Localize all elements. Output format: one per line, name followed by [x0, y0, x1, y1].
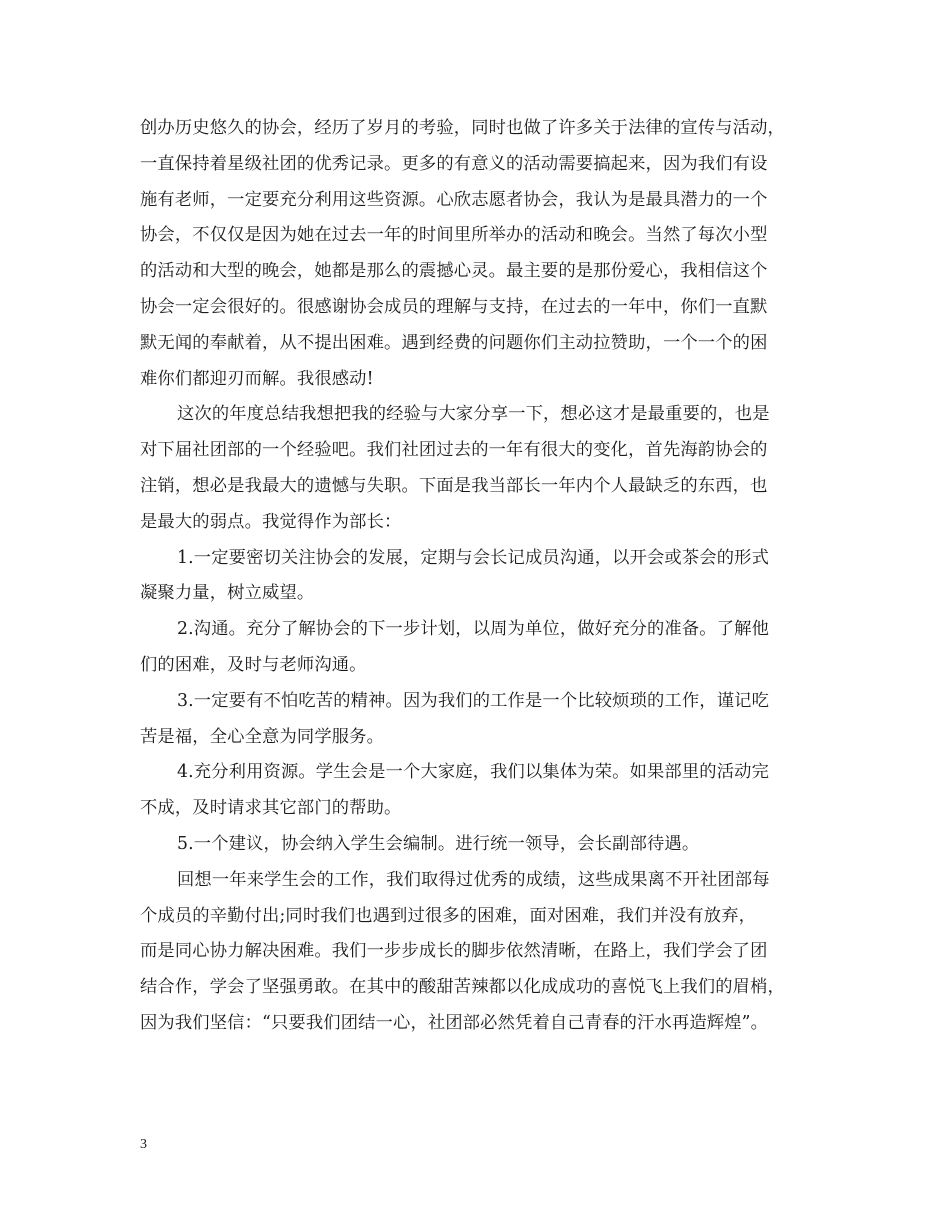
text-line: 创办历史悠久的协会，经历了岁月的考验，同时也做了许多关于法律的宣传与活动， — [140, 118, 785, 138]
text-line: 结合作，学会了坚强勇敢。在其中的酸甜苦辣都以化成成功的喜悦飞上我们的眉梢， — [140, 977, 785, 998]
text-line: 一直保持着星级社团的优秀记录。更多的有意义的活动需要搞起来，因为我们有设 — [140, 153, 768, 174]
text-line: 默无闻的奉献着，从不提出困难。遇到经费的问题你们主动拉赞助，一个一个的困 — [140, 332, 768, 353]
text-line: 们的困难，及时与老师沟通。 — [140, 654, 367, 675]
text-line: 注销，想必是我最大的遗憾与失职。下面是我当部长一年内个人最缺乏的东西，也 — [140, 475, 768, 496]
paragraph-first-line: 这次的年度总结我想把我的经验与大家分享一下，想必这才是最重要的，也是 — [177, 404, 770, 425]
list-item-2: 2.沟通。充分了解协会的下一步计划，以周为单位，做好充分的准备。了解他 — [177, 619, 770, 640]
text-line: 不成，及时请求其它部门的帮助。 — [140, 798, 402, 819]
text-line: 协会一定会很好的。很感谢协会成员的理解与支持，在过去的一年中，你们一直默 — [140, 296, 768, 317]
text-line: 的活动和大型的晚会，她都是那么的震撼心灵。最主要的是那份爱心，我相信这个 — [140, 261, 768, 282]
text-line: 个成员的辛勤付出;同时我们也遇到过很多的困难，面对困难，我们并没有放弃， — [140, 905, 757, 926]
text-line: 是最大的弱点。我觉得作为部长： — [140, 511, 402, 532]
list-item-3: 3.一定要有不怕吃苦的精神。因为我们的工作是一个比较烦琐的工作，谨记吃 — [177, 690, 770, 711]
text-line: 协会，不仅仅是因为她在过去一年的时间里所举办的活动和晚会。当然了每次小型 — [140, 225, 768, 246]
text-line: 凝聚力量，树立威望。 — [140, 583, 315, 604]
text-line: 而是同心协力解决困难。我们一步步成长的脚步依然清晰，在路上，我们学会了团 — [140, 941, 768, 962]
page-number: 3 — [140, 1137, 147, 1152]
list-item-4: 4.充分利用资源。学生会是一个大家庭，我们以集体为荣。如果部里的活动完 — [177, 762, 770, 783]
list-item-5: 5.一个建议，协会纳入学生会编制。进行统一领导，会长副部待遇。 — [177, 833, 700, 854]
text-line: 苦是福，全心全意为同学服务。 — [140, 726, 385, 747]
document-body — [140, 111, 816, 1042]
list-item-1: 1.一定要密切关注协会的发展，定期与会长记成员沟通，以开会或茶会的形式 — [177, 547, 770, 568]
text-line: 对下届社团部的一个经验吧。我们社团过去的一年有很大的变化，首先海韵协会的 — [140, 440, 768, 461]
text-line: 因为我们坚信：“只要我们团结一心，社团部必然凭着自己青春的汗水再造辉煌”。 — [140, 1012, 769, 1033]
text-line: 难你们都迎刃而解。我很感动! — [140, 368, 374, 389]
paragraph-first-line: 回想一年来学生会的工作，我们取得过优秀的成绩，这些成果离不开社团部每 — [177, 869, 770, 890]
text-line: 施有老师，一定要充分利用这些资源。心欣志愿者协会，我认为是最具潜力的一个 — [140, 189, 768, 210]
